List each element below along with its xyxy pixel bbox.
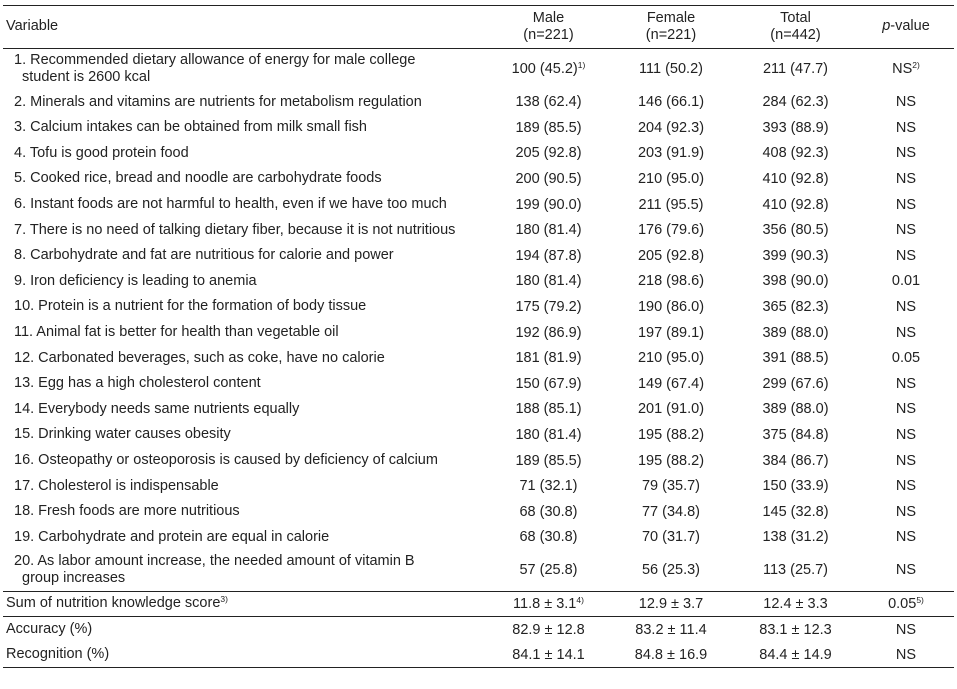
table-row — [3, 397, 954, 423]
row-variable — [3, 422, 488, 448]
header-male-n: (n=221) — [523, 27, 574, 43]
table-row — [3, 320, 954, 346]
row-total: 389 (88.0) — [762, 324, 829, 341]
row-female: 176 (79.6) — [637, 222, 705, 239]
table-row — [3, 345, 954, 371]
header-variable: Variable — [3, 6, 488, 49]
row-total: 145 (32.8) — [762, 503, 829, 520]
row-variable-text: 14. Everybody needs same nutrients equally — [14, 400, 300, 417]
row-variable: Recognition (%) — [3, 642, 488, 668]
row-variable — [3, 320, 488, 346]
row-p-value: NS — [895, 145, 917, 162]
table-row — [3, 422, 954, 448]
row-variable — [3, 217, 488, 243]
row-variable — [3, 397, 488, 423]
row-male: 68 (30.8) — [519, 529, 578, 546]
row-variable-text: 13. Egg has a high cholesterol content — [14, 375, 261, 392]
row-variable-text: 7. There is no need of talking dietary fiber, because it is not nutritious — [14, 221, 456, 238]
row-p-value: NS — [858, 617, 954, 643]
row-variable-text: 6. Instant foods are not harmful to health, even if we have too much — [14, 195, 447, 212]
row-male: 84.1 ± 14.1 — [488, 642, 609, 668]
header-total-label: Total — [780, 9, 811, 26]
summary-row-accuracy — [3, 617, 954, 643]
summary-row-sum — [3, 591, 954, 617]
row-total: 393 (88.9) — [762, 119, 829, 136]
row-variable-text: 9. Iron deficiency is leading to anemia — [14, 272, 257, 289]
row-variable-text: 18. Fresh foods are more nutritious — [14, 503, 240, 520]
row-variable-text: 2. Minerals and vitamins are nutrients for metabolism regulation — [14, 93, 422, 110]
table-row — [3, 550, 954, 591]
row-total: 113 (25.7) — [762, 562, 829, 579]
row-variable — [3, 371, 488, 397]
row-male — [488, 49, 609, 90]
footnote-marker: 2) — [912, 60, 920, 71]
header-female-label: Female — [646, 9, 696, 26]
row-variable-text: 12. Carbonated beverages, such as coke, have no calorie — [14, 349, 385, 366]
row-male: 150 (67.9) — [515, 375, 582, 392]
table-row — [3, 499, 954, 525]
footnote-marker: 3) — [220, 594, 228, 605]
row-p-value: NS — [895, 222, 917, 239]
row-male: 71 (32.1) — [519, 478, 578, 495]
table-row — [3, 269, 954, 295]
row-total: 375 (84.8) — [762, 427, 829, 444]
table-row — [3, 217, 954, 243]
row-variable-text: 17. Cholesterol is indispensable — [14, 477, 219, 494]
row-female: 146 (66.1) — [637, 94, 705, 111]
header-p-value — [858, 6, 954, 49]
row-variable-text: 16. Osteopathy or osteoporosis is caused by deficiency of calcium — [14, 451, 438, 468]
sum-label: Sum of nutrition knowledge score — [6, 595, 221, 612]
row-p-value: NS — [895, 478, 917, 495]
row-female: 203 (91.9) — [637, 145, 705, 162]
footnote-marker: 1) — [577, 60, 586, 71]
row-p-value: NS — [858, 642, 954, 668]
header-p-rest: -value — [890, 18, 930, 35]
header-male-label: Male — [532, 9, 565, 26]
row-female: 79 (35.7) — [641, 478, 701, 495]
table-row — [3, 243, 954, 269]
row-variable-text: 11. Animal fat is better for health than vegetable oil — [14, 323, 339, 340]
row-female: 205 (92.8) — [637, 247, 705, 264]
row-total: 399 (90.3) — [762, 247, 829, 264]
table-row — [3, 115, 954, 141]
header-female — [609, 6, 733, 49]
row-male: 189 (85.5) — [515, 452, 582, 469]
table-row — [3, 448, 954, 474]
row-female: 12.9 ± 3.7 — [609, 591, 733, 617]
row-p-value: NS — [895, 247, 917, 264]
row-variable-line1: 1. Recommended dietary allowance of energy for male college — [14, 51, 416, 68]
row-female: 195 (88.2) — [637, 427, 705, 444]
row-male: 199 (90.0) — [515, 196, 582, 213]
row-variable-text: 4. Tofu is good protein food — [14, 144, 189, 161]
row-male: 194 (87.8) — [515, 247, 582, 264]
row-female: 149 (67.4) — [637, 375, 705, 392]
row-male: 138 (62.4) — [515, 94, 582, 111]
row-total: 299 (67.6) — [762, 375, 829, 392]
sum-male-value: 11.8 ± 3.1 — [513, 595, 577, 612]
table-row — [3, 371, 954, 397]
row-variable — [3, 591, 488, 617]
row-total: 391 (88.5) — [762, 350, 829, 367]
row-male: 82.9 ± 12.8 — [488, 617, 609, 643]
row-male: 200 (90.5) — [515, 171, 582, 188]
row-variable — [3, 499, 488, 525]
row-female: 197 (89.1) — [637, 324, 705, 341]
row-variable — [3, 345, 488, 371]
row-total: 365 (82.3) — [762, 299, 829, 316]
row-p-value — [858, 49, 954, 90]
row-total: 211 (47.7) — [762, 61, 829, 78]
row-female: 84.8 ± 16.9 — [609, 642, 733, 668]
footnote-marker: 5) — [916, 594, 924, 605]
row-total: 410 (92.8) — [762, 196, 829, 213]
row-female: 210 (95.0) — [637, 171, 705, 188]
row-total: 83.1 ± 12.3 — [733, 617, 858, 643]
row-total: 398 (90.0) — [762, 273, 829, 290]
row-variable — [3, 192, 488, 218]
row-p-value: NS — [895, 427, 917, 444]
row-variable-text: 8. Carbohydrate and fat are nutritious for calorie and power — [14, 247, 394, 264]
row-variable-line2: group increases — [22, 570, 126, 587]
table-header-row — [3, 6, 954, 49]
row-variable — [3, 294, 488, 320]
row-male: 175 (79.2) — [515, 299, 582, 316]
row-variable — [3, 166, 488, 192]
row-variable — [3, 90, 488, 116]
row-total: 150 (33.9) — [762, 478, 829, 495]
summary-row-recognition — [3, 642, 954, 668]
table-row — [3, 473, 954, 499]
header-total — [733, 6, 858, 49]
row-male: 189 (85.5) — [515, 119, 582, 136]
header-female-n: (n=221) — [645, 27, 697, 43]
row-p-value: NS — [895, 452, 917, 469]
row-male: 188 (85.1) — [515, 401, 582, 418]
row-male: 180 (81.4) — [515, 427, 582, 444]
row-p-value: NS — [895, 503, 917, 520]
table-row — [3, 192, 954, 218]
table-row — [3, 90, 954, 116]
row-variable: Accuracy (%) — [3, 617, 488, 643]
row-p-value: NS — [895, 299, 917, 316]
header-male — [488, 6, 609, 49]
row-p-value: NS — [895, 171, 917, 188]
sum-p-value: 0.05 — [888, 595, 917, 612]
row-male: 205 (92.8) — [515, 145, 582, 162]
row-total: 410 (92.8) — [762, 171, 829, 188]
row-variable-text: 3. Calcium intakes can be obtained from milk small fish — [14, 119, 367, 136]
table-row — [3, 49, 954, 90]
row-male: 192 (86.9) — [515, 324, 582, 341]
row-total: 384 (86.7) — [762, 452, 829, 469]
row-variable — [3, 49, 488, 90]
row-p-value: NS — [895, 119, 917, 136]
row-female: 83.2 ± 11.4 — [609, 617, 733, 643]
row-variable — [3, 473, 488, 499]
nutrition-knowledge-table — [3, 5, 954, 668]
row-p-value: NS — [895, 401, 917, 418]
row-total: 12.4 ± 3.3 — [733, 591, 858, 617]
row-female: 77 (34.8) — [641, 503, 701, 520]
row-p-value: NS — [895, 324, 917, 341]
row-female: 204 (92.3) — [637, 119, 705, 136]
row-variable — [3, 115, 488, 141]
row-total: 389 (88.0) — [762, 401, 829, 418]
row-female: 56 (25.3) — [641, 562, 701, 579]
row-male — [488, 591, 609, 617]
row-variable — [3, 550, 488, 591]
row-variable-text: 5. Cooked rice, bread and noodle are carbohydrate foods — [14, 170, 382, 187]
table-row — [3, 141, 954, 167]
row-total: 356 (80.5) — [762, 222, 829, 239]
row-p-value: NS — [895, 562, 917, 579]
row-variable-text: 15. Drinking water causes obesity — [14, 426, 231, 443]
header-total-n: (n=442) — [770, 27, 821, 43]
table-row — [3, 166, 954, 192]
row-variable — [3, 525, 488, 551]
row-variable — [3, 269, 488, 295]
row-variable-text: 10. Protein is a nutrient for the formation of body tissue — [14, 298, 367, 315]
row-total: 138 (31.2) — [762, 529, 829, 546]
row-variable-line2: student is 2600 kcal — [22, 69, 151, 86]
row-variable — [3, 141, 488, 167]
footnote-marker: 4) — [576, 594, 584, 605]
table-row — [3, 525, 954, 551]
row-male: 68 (30.8) — [519, 503, 578, 520]
row-female: 111 (50.2) — [639, 61, 703, 78]
row-male-value: 100 (45.2) — [511, 61, 578, 78]
row-p-value: NS — [895, 375, 917, 392]
row-male: 181 (81.9) — [515, 350, 582, 367]
row-female: 190 (86.0) — [637, 299, 705, 316]
row-female: 218 (98.6) — [637, 273, 705, 290]
row-variable-text: 19. Carbohydrate and protein are equal in calorie — [14, 528, 330, 545]
row-variable — [3, 243, 488, 269]
row-variable — [3, 448, 488, 474]
row-female: 211 (95.5) — [638, 196, 704, 213]
row-male: 57 (25.8) — [519, 562, 578, 579]
row-female: 210 (95.0) — [637, 350, 705, 367]
row-male: 180 (81.4) — [515, 222, 582, 239]
row-p-value: NS — [895, 529, 917, 546]
row-male: 180 (81.4) — [515, 273, 582, 290]
row-p-value — [858, 591, 954, 617]
row-variable-line1: 20. As labor amount increase, the needed amount of vitamin B — [14, 553, 415, 570]
row-total: 84.4 ± 14.9 — [733, 642, 858, 668]
row-female: 201 (91.0) — [637, 401, 705, 418]
row-p-value: NS — [895, 94, 917, 111]
row-female: 195 (88.2) — [637, 452, 705, 469]
row-p-value: NS — [895, 196, 917, 213]
row-total: 284 (62.3) — [762, 94, 829, 111]
row-female: 70 (31.7) — [641, 529, 701, 546]
row-p-value: 0.01 — [891, 273, 921, 290]
row-total: 408 (92.3) — [762, 145, 829, 162]
row-p-value: 0.05 — [891, 350, 921, 367]
row-p-value-text: NS — [892, 61, 913, 78]
header-p-italic: p — [882, 18, 891, 35]
table-row — [3, 294, 954, 320]
